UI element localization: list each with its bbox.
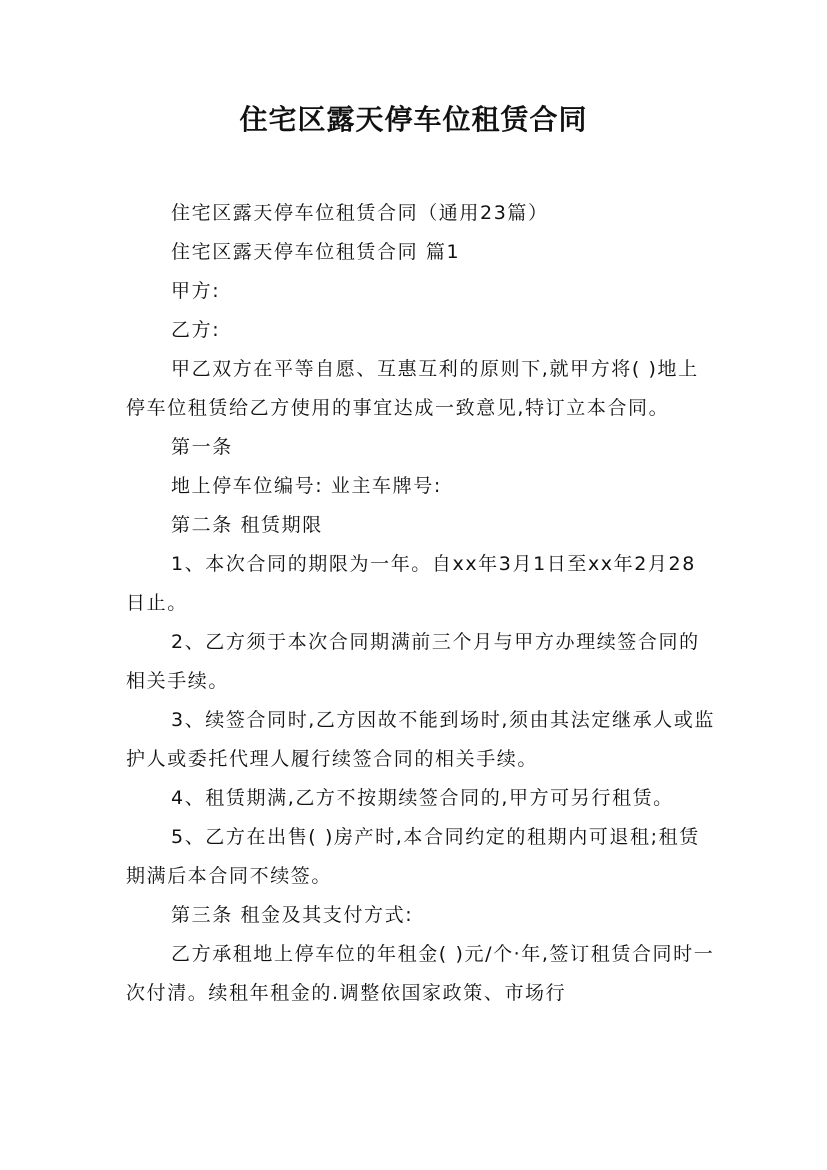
paragraph-preamble: 甲乙双方在平等自愿、互惠互利的原则下,就甲方将( )地上停车位租赁给乙方使用的事宜达成一致意见,特订立本合同。 <box>126 358 699 419</box>
paragraph-clause-2: 2、乙方须于本次合同期满前三个月与甲方办理续签合同的相关手续。 <box>126 631 700 692</box>
paragraph-clause-5: 5、乙方在出售( )房产时,本合同约定的租期内可退租;租赁期满后本合同不续签。 <box>126 826 700 887</box>
paragraph-clause-1: 1、本次合同的期限为一年。自xx年3月1日至xx年2月28日止。 <box>126 553 696 614</box>
paragraph-parking-number: 地上停车位编号: 业主车牌号: <box>171 475 442 497</box>
document-body <box>126 194 716 1013</box>
paragraph-collection-title: 住宅区露天停车位租赁合同（通用23篇） <box>171 202 549 224</box>
document-title: 住宅区露天停车位租赁合同 <box>239 103 588 136</box>
paragraph-party-b: 乙方: <box>171 319 221 341</box>
paragraph-article-1: 第一条 <box>171 436 233 458</box>
paragraph-article-3: 第三条 租金及其支付方式: <box>171 904 414 926</box>
paragraph-party-a: 甲方: <box>171 280 221 302</box>
paragraph-rent-terms: 乙方承租地上停车位的年租金( )元/个·年,签订租赁合同时一次付清。续租年租金的.调整依国家政策、市场行 <box>126 943 715 1004</box>
paragraph-article-2: 第二条 租赁期限 <box>171 514 323 536</box>
paragraph-clause-4: 4、租赁期满,乙方不按期续签合同的,甲方可另行租赁。 <box>171 787 674 809</box>
paragraph-section-heading: 住宅区露天停车位租赁合同 篇1 <box>171 241 461 263</box>
paragraph-clause-3: 3、续签合同时,乙方因故不能到场时,须由其法定继承人或监护人或委托代理人履行续签合同的相关手续。 <box>126 709 715 770</box>
